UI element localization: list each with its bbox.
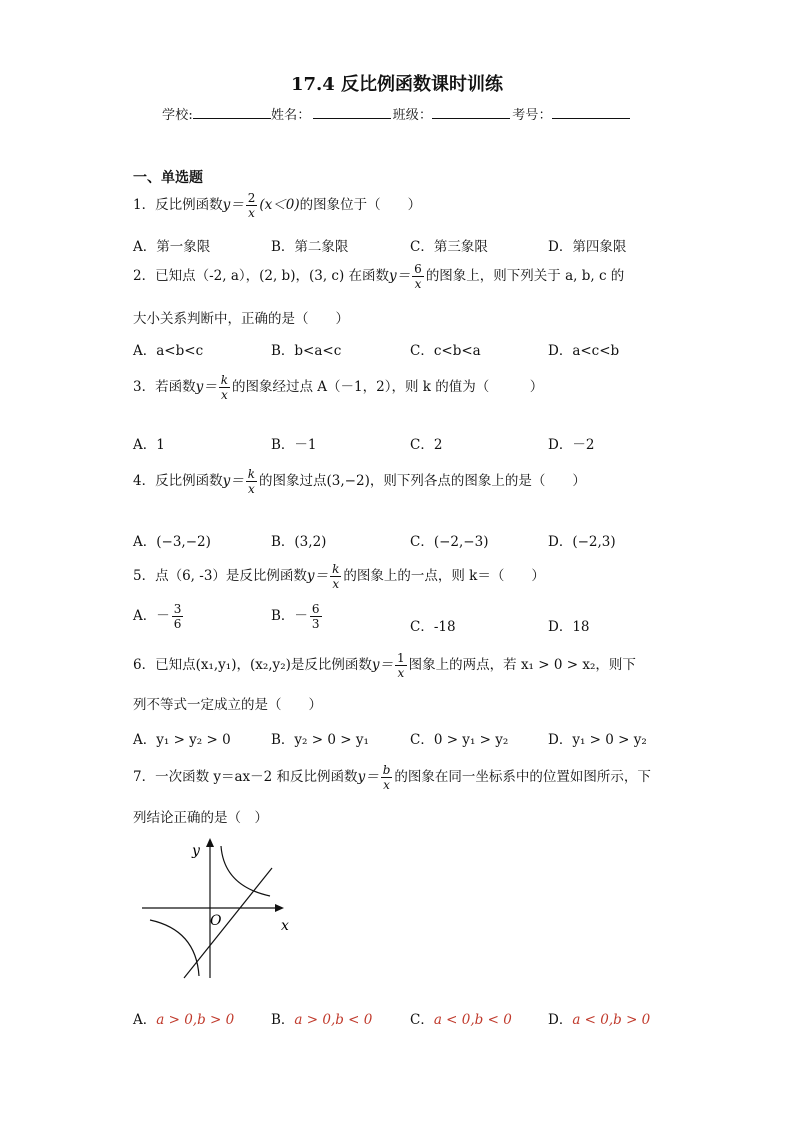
fraction: $\frac{2}{x}$: [247, 191, 256, 220]
fraction: $\frac{k}{x}$: [247, 467, 256, 496]
q6-option-d[interactable]: D．y₁ > 0 > y₂: [548, 732, 647, 748]
question-6: 6．已知点(x₁,y₁)，(x₂,y₂)是反比例函数y＝ $\frac{1}{x}$ 图象上的两点，若 x₁ > 0 > x₂，则下: [133, 651, 636, 680]
q7-option-b[interactable]: B．a > 0,b < 0: [271, 1012, 373, 1028]
section-heading: 一、单选题: [133, 170, 203, 186]
fraction: $\frac{6}{x}$: [414, 262, 422, 291]
name-blank[interactable]: [313, 106, 391, 119]
question-2: 2．已知点（-2, a），(2, b)，(3, c) 在函数y＝ $\frac{6}{x}$ 的图象上，则下列关于 a, b, c 的: [133, 262, 625, 291]
fraction: $\frac{b}{x}$: [382, 763, 391, 792]
linear-function-line: [184, 868, 272, 978]
q1-option-d[interactable]: D．第四象限: [548, 239, 627, 255]
question-7-line2: 列结论正确的是（ ）: [133, 810, 268, 826]
q5-option-c[interactable]: C．-18: [410, 619, 456, 635]
q2-option-c[interactable]: C．c<b<a: [410, 343, 481, 359]
q6-option-b[interactable]: B．y₂ > 0 > y₁: [271, 732, 369, 748]
y-axis-arrow: [206, 838, 214, 847]
question-1: 1．反比例函数y＝ $\frac{2}{x}$ (x＜0)的图象位于（ ）: [133, 191, 422, 220]
q3-option-b[interactable]: B．－1: [271, 437, 317, 453]
fraction: $\frac{1}{x}$: [397, 651, 405, 680]
q1-option-b[interactable]: B．第二象限: [271, 239, 349, 255]
function-graph: [138, 838, 298, 986]
graph-y-label: y: [192, 843, 200, 859]
q5-option-d[interactable]: D．18: [548, 619, 590, 635]
q7-option-c[interactable]: C．a < 0,b < 0: [410, 1012, 512, 1028]
q4-option-b[interactable]: B．(3,2): [271, 534, 327, 550]
q5-option-a[interactable]: A．－ $\frac{3}{6}$: [133, 602, 182, 631]
question-6-line2: 列不等式一定成立的是（ ）: [133, 697, 322, 713]
q3-option-d[interactable]: D．－2: [548, 437, 595, 453]
page-title: 17.4 反比例函数课时训练: [290, 74, 504, 95]
graph-origin-label: O: [210, 913, 222, 929]
school-label: 学校:: [162, 108, 193, 123]
q4-option-c[interactable]: C．(−2,−3): [410, 534, 489, 550]
q1-option-c[interactable]: C．第三象限: [410, 239, 488, 255]
q7-option-d[interactable]: D．a < 0,b > 0: [548, 1012, 651, 1028]
q2-option-d[interactable]: D．a<c<b: [548, 343, 620, 359]
hyperbola-branch-q1: [221, 846, 270, 896]
q3-option-a[interactable]: A．1: [133, 437, 165, 453]
q2-option-b[interactable]: B．b<a<c: [271, 343, 342, 359]
q3-option-c[interactable]: C．2: [410, 437, 443, 453]
question-2-line2: 大小关系判断中，正确的是（ ）: [133, 311, 349, 327]
exam-no-blank[interactable]: [552, 106, 630, 119]
q5-option-b[interactable]: B．－ $\frac{6}{3}$: [271, 602, 320, 631]
question-5: 5．点（6, -3）是反比例函数y＝ $\frac{k}{x}$ 的图象上的一点，则 k＝（ ）: [133, 562, 545, 591]
class-label: 班级：: [392, 108, 433, 123]
q4-option-d[interactable]: D．(−2,3): [548, 534, 616, 550]
exam-no-label: 考号：: [512, 108, 552, 123]
school-blank[interactable]: [193, 106, 271, 119]
q6-option-c[interactable]: C．0 > y₁ > y₂: [410, 732, 509, 748]
q6-option-a[interactable]: A．y₁ > y₂ > 0: [133, 732, 231, 748]
question-3: 3．若函数y＝ $\frac{k}{x}$ 的图象经过点 A（－1，2），则 k 的值为（ ）: [133, 373, 544, 402]
fraction: $\frac{k}{x}$: [332, 562, 340, 591]
q7-option-a[interactable]: A．a > 0,b > 0: [133, 1012, 235, 1028]
name-label: 姓名：: [270, 108, 311, 123]
question-4: 4．反比例函数y＝ $\frac{k}{x}$ 的图象过点(3,−2)，则下列各点的图象上的是（ ）: [133, 467, 586, 496]
question-7: 7．一次函数 y＝ax－2 和反比例函数y＝ $\frac{b}{x}$ 的图象在同一坐标系中的位置如图所示，下: [133, 763, 651, 792]
x-axis-arrow: [275, 904, 284, 912]
q4-option-a[interactable]: A．(−3,−2): [133, 534, 211, 550]
q1-option-a[interactable]: A．第一象限: [133, 239, 211, 255]
class-blank[interactable]: [432, 106, 510, 119]
q2-option-a[interactable]: A．a<b<c: [133, 343, 204, 359]
student-info-line: [162, 104, 630, 123]
fraction: $\frac{k}{x}$: [220, 373, 229, 402]
graph-x-label: x: [281, 918, 289, 934]
